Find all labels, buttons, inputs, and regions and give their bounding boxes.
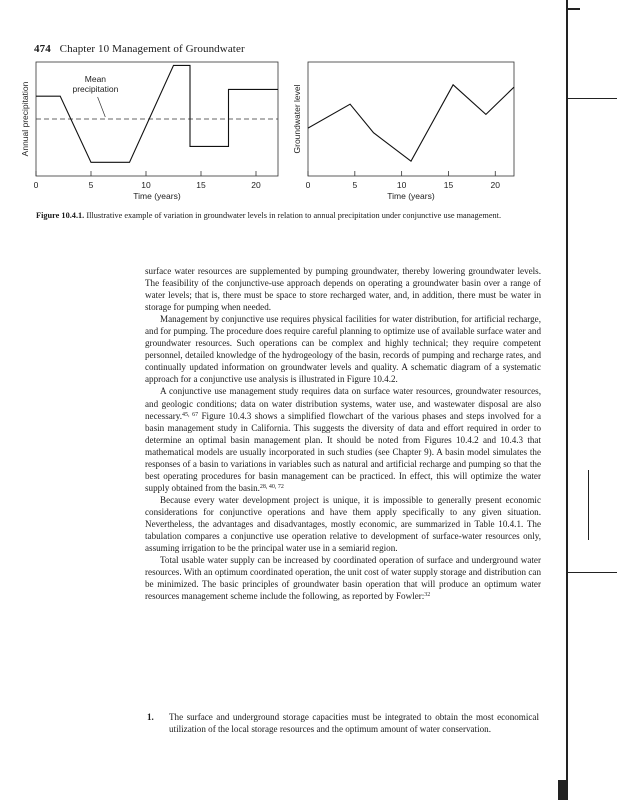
x-tick-label: 15: [443, 180, 454, 190]
figure-caption-text: Illustrative example of variation in groundwater levels in relation to annual precipitation under conjunctive use management.: [86, 211, 502, 220]
x-tick-label: 10: [141, 180, 151, 190]
body-text: [145, 265, 541, 602]
series-line-precipitation: [36, 65, 278, 162]
x-tick-label: 10: [396, 180, 407, 190]
page-number: 474: [34, 43, 51, 55]
body-paragraph: [145, 554, 541, 602]
list-item-number: 1.: [147, 712, 154, 722]
figure-caption: [36, 210, 596, 222]
page-edge-corner: [558, 780, 568, 800]
figure-label: Figure 10.4.1.: [36, 211, 85, 220]
precipitation-chart: [14, 60, 284, 210]
y-axis-label: Annual precipitation: [20, 81, 30, 157]
x-tick-label: 20: [490, 180, 501, 190]
groundwater-chart: [284, 60, 534, 210]
running-title: Chapter 10 Management of Groundwater: [59, 43, 245, 55]
x-tick-label: 20: [251, 180, 261, 190]
paragraph-text: Management by conjunctive use requires physical facilities for water distribution, for artificial recharge, and for pumping. The procedure does require careful planning to optimize use of available surface water and groundwater resources. Such operations can be complex and highly technical; they require competent personnel, detailed knowledge of the hydrogeology of the basin, records of pumping and recharge rates, and continually updated information on groundwater levels and quality. A schematic diagram of a systematic approach for a conjunctive use analysis is illustrated in Figure 10.4.2.: [145, 314, 541, 385]
page-edge-rule: [568, 572, 617, 573]
paragraph-text: surface water resources are supplemented by pumping groundwater, thereby lowering groundwater levels. The feasibility of the conjunctive-use approach depends on operating a groundwater basin over a range of water levels; that is, there must be space to store recharged water, and, in addition, there must be water in storage for pumping when needed.: [145, 266, 541, 313]
precipitation-chart-svg: [14, 60, 284, 210]
mean-annotation-line: Mean: [84, 74, 107, 84]
citation-superscript: 32: [424, 592, 431, 599]
paragraph-text: Figure 10.4.3 shows a simplified flowchart of the various phases and steps involved for a basin management study in California. This suggests the diversity of data and effort required in order to determine an optimal basin management plan. It should be noted from Figures 10.4.2 and 10.4.3 that mathematical models are usually incorporated in such studies (see Chapter 9). A basin model simulates the responses of a basin to variations in variables such as natural and artificial recharge and pumping so that the best operating procedures for basin management can be practiced. In effect, this will optimize the water supply obtained from the basin.: [145, 410, 541, 493]
body-paragraph: [145, 385, 541, 493]
paragraph-text: Total usable water supply can be increased by coordinated operation of surface and underground water resources. With an optimum coordinated operation, the unit cost of water supply storage and distribution can be minimized. The basic principles of groundwater basin operation that will produce an optimum water resources management scheme include the following, as reported by Fowler:: [145, 555, 541, 602]
page-edge-tick: [568, 8, 580, 10]
body-paragraph: [145, 265, 541, 313]
x-axis-label: Time (years): [387, 191, 435, 201]
body-paragraph: [145, 313, 541, 385]
groundwater-chart-svg: [284, 60, 534, 210]
citation-superscript: 28, 40, 72: [259, 483, 284, 490]
paragraph-text: A conjunctive use management study requires data on surface water resources, groundwater resources, and geologic conditions; data on water distribution systems, water use, and wastewater disposal are also necessary.: [145, 386, 541, 421]
x-tick-label: 0: [33, 180, 39, 190]
plot-frame: [308, 62, 514, 176]
list-item-text: The surface and underground storage capacities must be integrated to obtain the most economical utilization of the local storage resources and the optimum amount of water conservation.: [169, 712, 539, 735]
x-tick-label: 5: [352, 180, 358, 190]
y-axis-label: Groundwater level: [292, 84, 302, 154]
citation-superscript: 45, 67: [182, 411, 199, 418]
body-paragraph: [145, 494, 541, 554]
mean-annotation-line: precipitation: [72, 84, 119, 94]
paragraph-text: Because every water development project is unique, it is impossible to generally present economic considerations for conjunctive operations and have them apply specifically to any given situation. Nevertheless, the advantages and disadvantages, mostly economic, are summarized in Table 10.4.1. The tabulation compares a conjunctive use operation relative to development of surface-water resources only, assuming irrigation to be the principal water use in a semiarid region.: [145, 494, 541, 554]
running-header: [34, 43, 245, 55]
numbered-list: [147, 711, 539, 735]
page-edge-rule: [568, 98, 617, 99]
x-tick-label: 0: [305, 180, 311, 190]
mean-annotation: [72, 74, 118, 94]
page-edge-line: [566, 0, 568, 790]
list-item: [147, 711, 539, 735]
x-tick-label: 5: [88, 180, 94, 190]
annotation-pointer: [98, 97, 106, 117]
x-tick-label: 15: [196, 180, 206, 190]
x-axis-label: Time (years): [133, 191, 181, 201]
page-edge-mark: [588, 470, 589, 540]
series-line-groundwater-level: [308, 85, 514, 161]
